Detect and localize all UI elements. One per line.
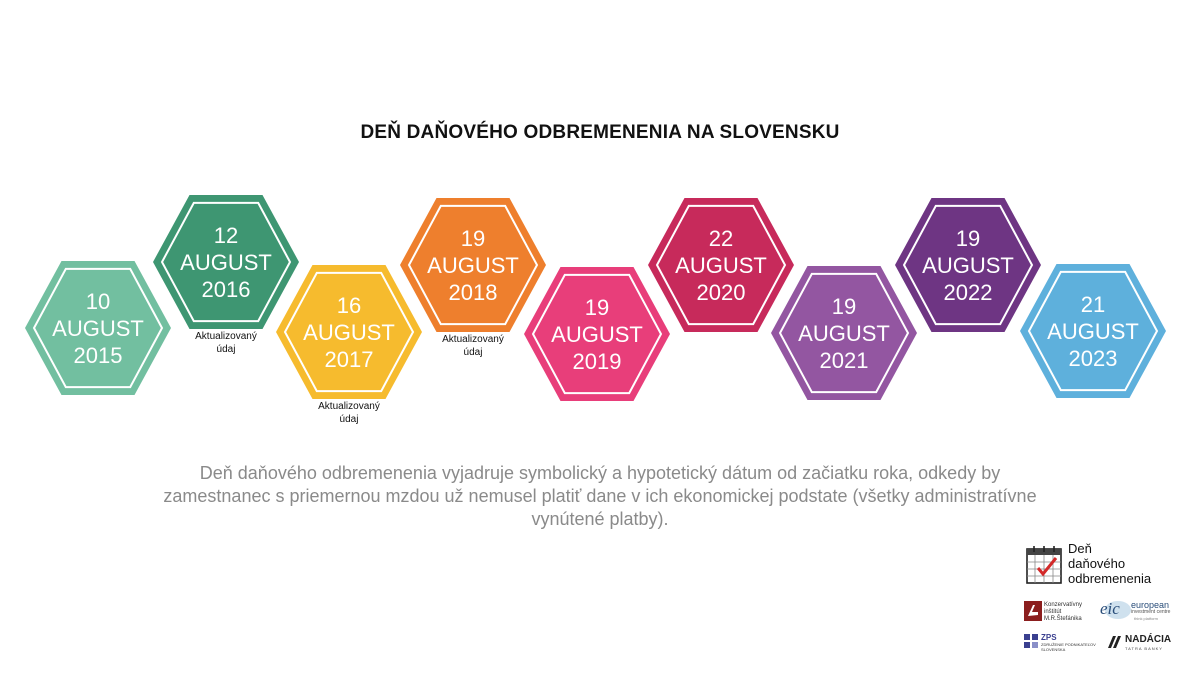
eic-logo [1098,597,1176,625]
hexagon-year: 2017 [324,346,374,372]
hexagon-month: AUGUST [675,252,767,278]
hexagon-2023 [1020,264,1166,398]
eic-line-3: think platform [1134,616,1159,621]
ddo-logo-text [1068,541,1151,586]
nadacia-line-1: NADÁCIA [1125,634,1172,645]
hexagon-date [1020,264,1166,398]
zps-line-1: ZDRUŽENIE PODNIKATEĽOV [1041,642,1096,647]
update-note-2016: Aktualizovaný údaj [195,331,257,355]
hexagon-month: AUGUST [303,319,395,345]
ddo-line-2: daňového [1068,556,1126,571]
hexagon-month: AUGUST [52,315,144,341]
eic-mark: eic [1100,599,1120,618]
ddo-line-3: odbremenenia [1068,571,1152,586]
hexagon-year: 2022 [943,279,993,305]
zps-line-2: SLOVENSKA [1041,647,1066,652]
nadacia-line-2: TATRA BANKY [1125,646,1163,651]
nadacia-logo [1108,633,1178,653]
ddo-logo [1026,541,1196,589]
hexagon-day: 12 [213,222,239,248]
kims-line-2: inštitút [1044,609,1062,615]
description-text: Deň daňového odbremenenia vyjadruje symbolický a hypotetický dátum od začiatku roka, odkedy by zamestnanec s priemernou mzdou už nemusel platiť dane v ich ekonomickej podstate (všetky administratívne vynútené platby). [163,463,1037,529]
hexagon-year: 2019 [572,348,622,374]
hexagon-date [25,261,171,395]
hexagon-year: 2021 [819,347,869,373]
ddo-line-1: Deň [1068,541,1092,556]
hexagon-month: AUGUST [427,252,519,278]
update-note-2018: Aktualizovaný údaj [442,334,504,358]
zps-logo [1024,632,1106,652]
hexagon-year: 2016 [201,276,251,302]
hexagon-year: 2020 [696,279,746,305]
kims-logo-text [1044,602,1082,623]
eic-line-2: investment centre [1131,609,1171,615]
hexagon-year: 2015 [73,342,123,368]
hexagon-year: 2023 [1068,345,1118,371]
calendar-check-icon [1026,544,1062,584]
zps-logo-text [1041,642,1096,652]
hexagon-day: 21 [1080,291,1106,317]
hexagon-day: 10 [85,288,111,314]
update-note-2017: Aktualizovaný údaj [318,401,380,425]
hexagon-year: 2018 [448,279,498,305]
kims-emblem-icon [1024,601,1042,621]
kims-line-3: M.R.Štefánika [1044,616,1082,622]
zps-emblem-icon [1024,634,1038,648]
zps-mark: ZPS [1041,633,1057,642]
hexagon-month: AUGUST [922,252,1014,278]
kims-logo [1024,600,1096,622]
hexagon-day: 19 [460,225,486,251]
hexagon-2015 [25,261,171,395]
hexagon-day: 19 [831,293,857,319]
page-title: DEŇ DAŇOVÉHO ODBREMENENIA NA SLOVENSKU [360,122,840,143]
hexagon-month: AUGUST [180,249,272,275]
hexagon-day: 19 [955,225,981,251]
hexagon-month: AUGUST [551,321,643,347]
hexagon-month: AUGUST [798,320,890,346]
hexagon-day: 22 [708,225,734,251]
hexagon-month: AUGUST [1047,318,1139,344]
hexagon-day: 19 [584,294,610,320]
kims-line-1: Konzervatívny [1044,602,1083,608]
hexagon-day: 16 [336,292,362,318]
tatra-banka-emblem-icon [1108,636,1122,648]
eic-line-1: european [1131,600,1170,610]
